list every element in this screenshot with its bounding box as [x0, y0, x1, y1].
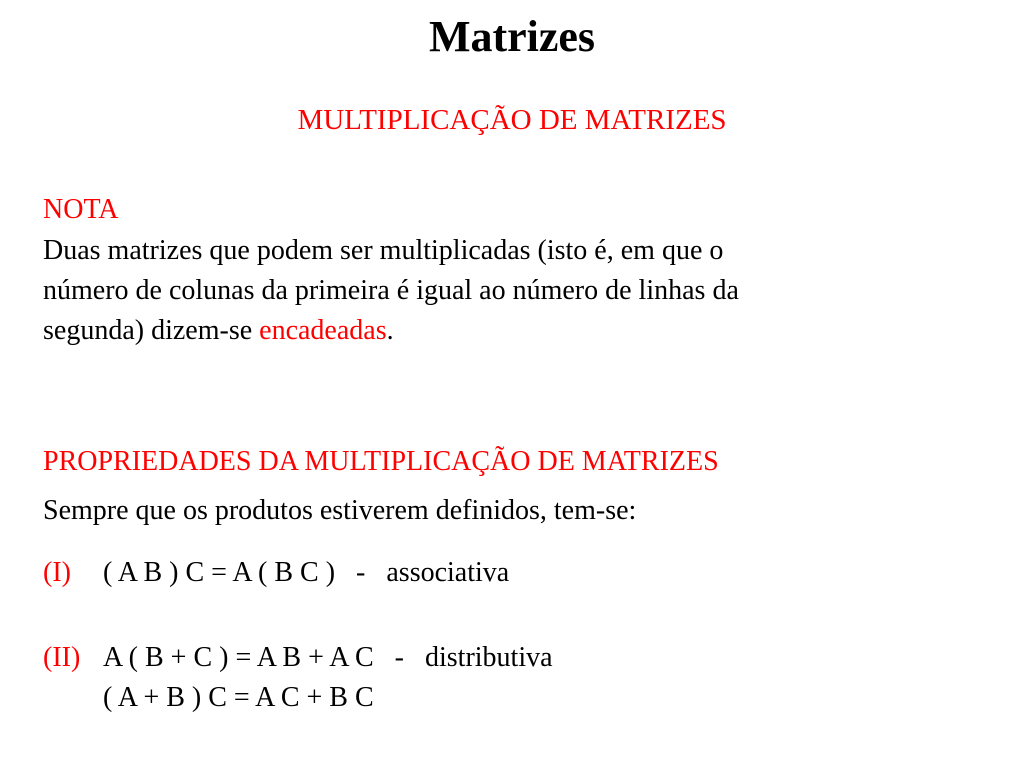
nota-line-3 — [43, 311, 943, 351]
property-1-formula: ( A B ) C = A ( B C ) - associativa — [103, 557, 510, 588]
property-2-formula-1: A ( B + C ) = A B + A C - distributiva — [103, 642, 553, 673]
nota-line-3-prefix: segunda) dizem-se — [43, 315, 260, 346]
slide-subtitle: MULTIPLICAÇÃO DE MATRIZES — [297, 104, 727, 136]
nota-body — [43, 231, 943, 351]
properties-intro: Sempre que os produtos estiverem definidos, tem-se: — [43, 495, 637, 526]
nota-line-1: Duas matrizes que podem ser multiplicadas (isto é, em que o — [43, 235, 724, 266]
nota-line-2: número de colunas da primeira é igual ao número de linhas da — [43, 275, 739, 306]
slide-title: Matrizes — [428, 12, 596, 61]
nota-heading: NOTA — [43, 194, 119, 225]
property-2-formula-2: ( A + B ) C = A C + B C — [103, 682, 374, 713]
property-1-label: (I) — [43, 557, 71, 588]
nota-line-3-suffix: . — [386, 315, 394, 346]
nota-highlight-term: encadeadas — [259, 315, 387, 346]
properties-heading: PROPRIEDADES DA MULTIPLICAÇÃO DE MATRIZES — [43, 446, 719, 477]
property-2-label: (II) — [43, 642, 81, 673]
